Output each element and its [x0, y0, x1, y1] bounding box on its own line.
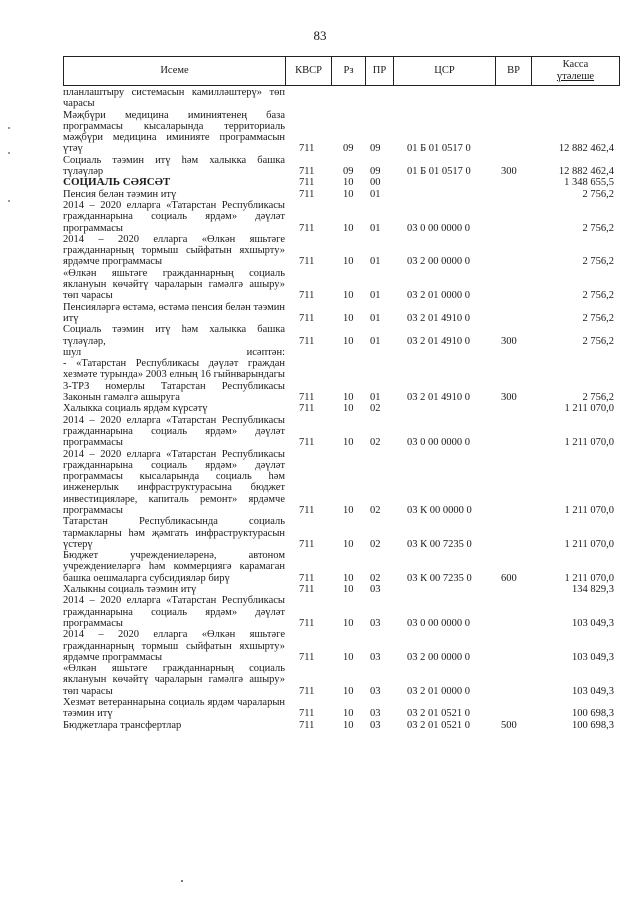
- sum-cell: 2 756,2: [582, 392, 614, 404]
- sum-cell: 1 211 070,0: [564, 437, 614, 449]
- header-rz: Рз: [331, 57, 365, 85]
- pr-cell: 02: [370, 572, 381, 584]
- pr-cell: 02: [370, 504, 381, 516]
- header-sum-line2: үтәлеше: [556, 71, 595, 82]
- table-row: [63, 302, 620, 325]
- row-name: Социаль тәэмин итү һәм халыкка башка түләүләр: [63, 154, 285, 178]
- kvsr-cell: 711: [299, 290, 315, 302]
- table-header: [63, 56, 620, 86]
- rz-cell: 10: [343, 437, 354, 449]
- row-name: Халыкка социаль ярдәм күрсәтү: [63, 403, 208, 415]
- header-vr: ВР: [495, 57, 531, 85]
- pr-cell: 01: [370, 335, 381, 347]
- table-row: [63, 697, 620, 720]
- sum-cell: 103 049,3: [572, 651, 614, 663]
- rz-cell: 10: [343, 256, 354, 268]
- table-row: [63, 177, 620, 188]
- csr-cell: 03 2 01 4910 0: [407, 335, 470, 347]
- sum-cell: 12 882 462,4: [558, 143, 614, 155]
- csr-cell: 01 Б 01 0517 0: [407, 143, 471, 155]
- vr-cell: 300: [501, 335, 517, 347]
- row-name: Халыкны социаль тәэмин итү: [63, 584, 197, 596]
- row-name: Социаль тәэмин итү һәм халыкка башка түләүләр,: [63, 324, 285, 347]
- header-name: Исеме: [160, 65, 189, 77]
- sum-cell: 2 756,2: [582, 188, 614, 200]
- rz-cell: 10: [343, 617, 354, 629]
- rz-cell: 10: [343, 222, 354, 234]
- row-name: Бюджетлара трансфертлар: [63, 719, 182, 731]
- vr-cell: 500: [501, 719, 517, 731]
- header-csr: ЦСР: [393, 57, 495, 85]
- row-name: 2014 – 2020 елларга «Өлкән яшьтәге гражданнарның тормыш сыйфатын яхшырту» ярдәмче программасы: [63, 629, 285, 663]
- sum-cell: 2 756,2: [582, 335, 614, 347]
- csr-cell: 03 К 00 7235 0: [407, 538, 472, 550]
- page-number: 83: [313, 28, 327, 43]
- row-name: Татарстан Республикасында социаль тармакларны һәм җәмгать инфраструктурасын үстерү: [63, 516, 285, 550]
- kvsr-cell: 711: [299, 177, 315, 189]
- vr-cell: 300: [501, 392, 517, 404]
- pr-cell: 01: [370, 290, 381, 302]
- pr-cell: 09: [370, 166, 381, 178]
- table-row: [63, 629, 620, 663]
- table-row: [63, 720, 620, 731]
- row-name: Мәҗбүри медицина иминиятенең база программасы кысаларында территориаль мәҗбүри медицина иминияте программасын үтәү: [63, 109, 285, 155]
- pr-cell: 02: [370, 538, 381, 550]
- csr-cell: 03 2 01 4910 0: [407, 312, 470, 324]
- sum-cell: 100 698,3: [572, 708, 614, 720]
- margin-mark: [8, 200, 10, 202]
- pr-cell: 03: [370, 584, 381, 596]
- row-name: 2014 – 2020 елларга «Татарстан Республикасы гражданнарына социаль ярдәм» дәүләт программасы кысаларында социаль һәм инженерлык инфраструктурасына бюджет инвестицияләре, капиталь ремонт» ярдәмче программасы: [63, 448, 285, 516]
- rz-cell: 10: [343, 719, 354, 731]
- csr-cell: 03 К 00 7235 0: [407, 572, 472, 584]
- margin-mark: [8, 127, 10, 129]
- rz-cell: 10: [343, 335, 354, 347]
- rz-cell: 10: [343, 651, 354, 663]
- vr-cell: 600: [501, 572, 517, 584]
- header-kvsr: КВСР: [285, 57, 331, 85]
- kvsr-cell: 711: [299, 335, 315, 347]
- vr-cell: 300: [501, 166, 517, 178]
- table-row: [63, 449, 620, 517]
- pr-cell: 03: [370, 719, 381, 731]
- table-row: [63, 415, 620, 449]
- kvsr-cell: 711: [299, 504, 315, 516]
- table-body: [63, 87, 620, 731]
- row-name: - «Татарстан Республикасы дәүләт граждан хезмәте турында» 2003 елның 16 гыйнварындагы 3-ТРЗ номерлы Татарстан Республикасы Законын гамәлгә ашыруга: [63, 358, 285, 404]
- pr-cell: 03: [370, 617, 381, 629]
- row-name: шул исәптән:: [63, 346, 285, 358]
- kvsr-cell: 711: [299, 651, 315, 663]
- row-name: Хезмәт ветераннарына социаль ярдәм чараларын тәэмин итү: [63, 697, 285, 720]
- rz-cell: 10: [343, 538, 354, 550]
- table-row: [63, 155, 620, 178]
- row-name: 2014 – 2020 елларга «Татарстан Республикасы гражданнарына социаль ярдәм» дәүләт программасы: [63, 414, 285, 449]
- pr-cell: 03: [370, 708, 381, 720]
- table-row: [63, 87, 620, 110]
- sum-cell: 12 882 462,4: [558, 166, 614, 178]
- kvsr-cell: 711: [299, 403, 315, 415]
- header-sum: [531, 57, 619, 85]
- row-name: 2014 – 2020 елларга «Татарстан Республикасы гражданнарына социаль ярдәм» дәүләт программасы: [63, 595, 285, 629]
- rz-cell: 09: [343, 143, 354, 155]
- csr-cell: 03 2 01 0521 0: [407, 708, 470, 720]
- table-row: [63, 550, 620, 584]
- sum-cell: 1 211 070,0: [564, 538, 614, 550]
- sum-cell: 2 756,2: [582, 222, 614, 234]
- kvsr-cell: 711: [299, 222, 315, 234]
- csr-cell: 03 2 00 0000 0: [407, 256, 470, 268]
- kvsr-cell: 711: [299, 617, 315, 629]
- rz-cell: 10: [343, 685, 354, 697]
- table-row: [63, 268, 620, 302]
- margin-mark: [8, 152, 10, 154]
- kvsr-cell: 711: [299, 719, 315, 731]
- pr-cell: 01: [370, 188, 381, 200]
- kvsr-cell: 711: [299, 584, 315, 596]
- kvsr-cell: 711: [299, 538, 315, 550]
- sum-cell: 100 698,3: [572, 719, 614, 731]
- pr-cell: 03: [370, 685, 381, 697]
- table-row: [63, 595, 620, 629]
- table-row: [63, 200, 620, 234]
- row-name: Пенсияләргә өстәмә, өстәмә пенсия белән тәэмин итү: [63, 301, 285, 324]
- sum-cell: 2 756,2: [582, 256, 614, 268]
- header-sum-line1: Касса: [562, 59, 589, 71]
- pr-cell: 09: [370, 143, 381, 155]
- csr-cell: 03 2 01 0521 0: [407, 719, 470, 731]
- table-row: [63, 234, 620, 268]
- table-row: [63, 110, 620, 155]
- csr-cell: 03 2 00 0000 0: [407, 651, 470, 663]
- table-row: [63, 584, 620, 595]
- row-name: Пенсия белән тәэмин итү: [63, 188, 177, 200]
- table-row: [63, 358, 620, 403]
- rz-cell: 10: [343, 708, 354, 720]
- sum-cell: 103 049,3: [572, 685, 614, 697]
- kvsr-cell: 711: [299, 166, 315, 178]
- rz-cell: 10: [343, 392, 354, 404]
- csr-cell: 03 К 00 0000 0: [407, 504, 472, 516]
- kvsr-cell: 711: [299, 437, 315, 449]
- rz-cell: 10: [343, 572, 354, 584]
- kvsr-cell: 711: [299, 143, 315, 155]
- csr-cell: 01 Б 01 0517 0: [407, 166, 471, 178]
- table-row: [63, 663, 620, 697]
- sum-cell: 2 756,2: [582, 312, 614, 324]
- csr-cell: 03 0 00 0000 0: [407, 222, 470, 234]
- sum-cell: 1 211 070,0: [564, 504, 614, 516]
- pr-cell: 03: [370, 651, 381, 663]
- row-name: планлаштыру системасын камилләштерү» төп чарасы: [63, 87, 285, 110]
- csr-cell: 03 0 00 0000 0: [407, 617, 470, 629]
- rz-cell: 10: [343, 188, 354, 200]
- rz-cell: 10: [343, 584, 354, 596]
- sum-cell: 1 211 070,0: [564, 403, 614, 415]
- csr-cell: 03 2 01 0000 0: [407, 290, 470, 302]
- sum-cell: 1 211 070,0: [564, 572, 614, 584]
- pr-cell: 01: [370, 256, 381, 268]
- sum-cell: 103 049,3: [572, 617, 614, 629]
- pr-cell: 01: [370, 312, 381, 324]
- header-pr: ПР: [365, 57, 393, 85]
- row-name: «Өлкән яшьтәге гражданнарның социаль яклануын көчәйтү чараларын гамәлгә ашыру» төп чарасы: [63, 663, 285, 697]
- pr-cell: 01: [370, 392, 381, 404]
- rz-cell: 10: [343, 403, 354, 415]
- table-row: [63, 324, 620, 347]
- footer-mark: [181, 880, 183, 882]
- kvsr-cell: 711: [299, 188, 315, 200]
- kvsr-cell: 711: [299, 708, 315, 720]
- sum-cell: 2 756,2: [582, 290, 614, 302]
- row-name: СОЦИАЛЬ СӘЯСӘТ: [63, 176, 171, 189]
- kvsr-cell: 711: [299, 685, 315, 697]
- rz-cell: 10: [343, 504, 354, 516]
- table-row: [63, 347, 620, 358]
- csr-cell: 03 2 01 4910 0: [407, 392, 470, 404]
- kvsr-cell: 711: [299, 572, 315, 584]
- pr-cell: 00: [370, 177, 381, 189]
- rz-cell: 10: [343, 290, 354, 302]
- row-name: 2014 – 2020 елларга «Өлкән яшьтәге гражданнарның тормыш сыйфатын яхшырту» ярдәмче программасы: [63, 233, 285, 268]
- row-name: 2014 – 2020 елларга «Татарстан Республикасы гражданнарына социаль ярдәм» дәүләт программасы: [63, 199, 285, 234]
- sum-cell: 134 829,3: [572, 584, 614, 596]
- row-name: «Өлкән яшьтәге гражданнарның социаль яклануын көчәйтү чараларын гамәлгә ашыру» төп чарасы: [63, 267, 285, 302]
- rz-cell: 10: [343, 312, 354, 324]
- table-row: [63, 516, 620, 550]
- rz-cell: 09: [343, 166, 354, 178]
- pr-cell: 02: [370, 403, 381, 415]
- sum-cell: 1 348 655,5: [564, 177, 614, 189]
- pr-cell: 02: [370, 437, 381, 449]
- pr-cell: 01: [370, 222, 381, 234]
- csr-cell: 03 2 01 0000 0: [407, 685, 470, 697]
- kvsr-cell: 711: [299, 392, 315, 404]
- kvsr-cell: 711: [299, 312, 315, 324]
- row-name: Бюджет учреждениеләренә, автоном учреждениеләргә һәм коммерциягә карамаган башка оешмаларга субсидияләр бирү: [63, 550, 285, 584]
- csr-cell: 03 0 00 0000 0: [407, 437, 470, 449]
- table-row: [63, 189, 620, 200]
- rz-cell: 10: [343, 177, 354, 189]
- table-row: [63, 403, 620, 414]
- kvsr-cell: 711: [299, 256, 315, 268]
